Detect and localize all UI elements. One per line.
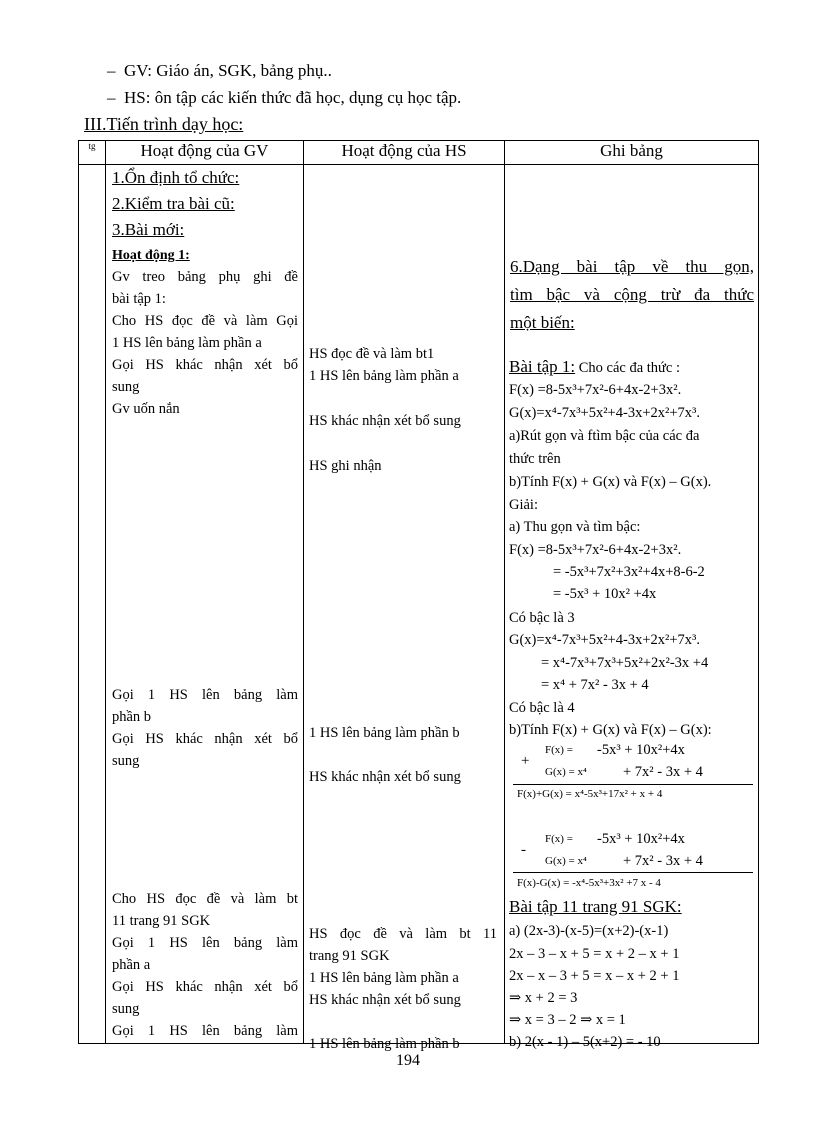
gv-text: bài tập 1: [112, 291, 166, 307]
board-line: 2x – 3 – x + 5 = x + 2 – x + 1 [509, 946, 680, 962]
gv-text: Cho HS đọc đề và làm Gọi [112, 313, 298, 329]
section-title: III.Tiến trình dạy học: [84, 114, 244, 134]
header-tg: tg [79, 141, 106, 165]
board-line: = -5x³+7x²+3x²+4x+8-6-2 [553, 564, 705, 580]
plus-sign: + [521, 753, 530, 769]
step-1: 1.Ổn định tổ chức: [112, 168, 240, 187]
board-line: b)Tính F(x) + G(x) và F(x) – G(x): [509, 722, 712, 738]
dif-f-label: F(x) = [545, 833, 573, 845]
gv-text: sung [112, 1001, 140, 1017]
hs-text: HS đọc đề và làm bt1 [309, 346, 435, 362]
exercise-1-line [509, 356, 680, 379]
hs-text: HS khác nhận xét bổ sung [309, 413, 461, 429]
hs-text: trang 91 SGK [309, 948, 390, 964]
board-line: thức trên [509, 451, 561, 467]
gv-cell [106, 165, 304, 1044]
sum-result-text: F(x)+G(x) = x⁴-5x³+17x² + x + 4 [517, 788, 663, 800]
gv-text: 11 trang 91 SGK [112, 913, 211, 929]
lesson-table [78, 140, 759, 1052]
gv-text: Gọi 1 HS lên bảng làm [112, 1023, 298, 1039]
hs-text: HS đọc đề và làm bt 11 [309, 926, 497, 942]
dash-bullet: – [107, 61, 124, 80]
header-board: Ghi bảng [505, 141, 759, 165]
hs-text: 1 HS lên bảng làm phần b [309, 725, 460, 741]
board-heading [510, 253, 754, 337]
page-number: 194 [396, 1052, 420, 1069]
tg-cell [79, 165, 106, 1044]
board-line: a) Thu gọn và tìm bậc: [509, 519, 641, 535]
gv-text: Gv treo bảng phụ ghi đề [112, 269, 298, 285]
board-line: Giải: [509, 497, 538, 513]
exercise-1-title: Bài tập 1: [509, 357, 576, 376]
dash-bullet: – [107, 88, 124, 107]
board-line: a) (2x-3)-(x-5)=(x+2)-(x-1) [509, 923, 669, 939]
dif-result [517, 872, 661, 894]
table-header-row [79, 141, 759, 165]
hs-text: HS ghi nhận [309, 458, 382, 474]
prep-hs-line [107, 88, 461, 108]
board-line: G(x)=x⁴-7x³+5x²+4-3x+2x²+7x³. [509, 632, 700, 648]
board-line: F(x) =8-5x³+7x²-6+4x-2+3x². [509, 382, 682, 398]
gv-text: Gọi HS khác nhận xét bổ [112, 731, 298, 747]
hs-text: HS khác nhận xét bổ sung [309, 769, 461, 785]
hs-text: 1 HS lên bảng làm phần b [309, 1036, 460, 1052]
hs-text: 1 HS lên bảng làm phần a [309, 368, 459, 384]
gv-text: 1 HS lên bảng làm phần a [112, 335, 262, 351]
activity-title: Hoạt động 1: [112, 248, 190, 263]
gv-text: sung [112, 753, 140, 769]
board-line: b) 2(x - 1) – 5(x+2) = - 10 [509, 1034, 661, 1050]
gv-text: Gọi 1 HS lên bảng làm [112, 687, 298, 703]
sum-f-value: -5x³ + 10x²+4x [597, 742, 685, 758]
dif-result-text: F(x)-G(x) = -x⁴-5x³+3x² +7 x - 4 [517, 877, 661, 889]
step-3: 3.Bài mới: [112, 220, 185, 239]
gv-text: Gv uốn nắn [112, 401, 180, 417]
table-body-row [79, 165, 759, 1044]
board-heading-line: tìm bậc và cộng trừ đa thức [510, 285, 754, 304]
board-line: a)Rút gọn và ftìm bậc của các đa [509, 428, 700, 444]
board-line: G(x)=x⁴-7x³+5x²+4-3x+2x²+7x³. [509, 405, 700, 421]
sum-g-label: G(x) = x⁴ [545, 766, 587, 778]
gv-text: phần b [112, 709, 152, 725]
gv-text: Gọi HS khác nhận xét bổ [112, 979, 298, 995]
prep-gv-line [107, 61, 332, 81]
board-line: ⇒ x + 2 = 3 [509, 990, 578, 1006]
board-line: b)Tính F(x) + G(x) và F(x) – G(x). [509, 474, 712, 490]
board-line: = x⁴ + 7x² - 3x + 4 [541, 677, 649, 693]
board-line: 2x – x – 3 + 5 = x – x + 2 + 1 [509, 968, 680, 984]
step-2: 2.Kiểm tra bài cũ: [112, 194, 235, 213]
sum-result [517, 783, 662, 805]
dif-f-value: -5x³ + 10x²+4x [597, 831, 685, 847]
board-line: = -5x³ + 10x² +4x [553, 586, 657, 602]
dif-g-value: + 7x² - 3x + 4 [623, 853, 703, 869]
hs-text: HS khác nhận xét bổ sung [309, 992, 461, 1008]
minus-sign: - [521, 842, 526, 858]
board-heading-line: 6.Dạng bài tập về thu gọn, [510, 257, 754, 276]
board-line: Có bậc là 4 [509, 700, 575, 716]
exercise-1-intro: Cho các đa thức : [575, 360, 681, 376]
gv-text: sung [112, 379, 140, 395]
board-cell [505, 165, 759, 1050]
prep-gv: GV: Giáo án, SGK, bảng phụ.. [124, 61, 332, 80]
gv-text: Cho HS đọc đề và làm bt [112, 891, 298, 907]
board-line: F(x) =8-5x³+7x²-6+4x-2+3x². [509, 542, 682, 558]
sum-f-label: F(x) = [545, 744, 573, 756]
hs-text: 1 HS lên bảng làm phần a [309, 970, 459, 986]
board-line: Có bậc là 3 [509, 610, 575, 626]
board-line: = x⁴-7x³+7x³+5x²+2x²-3x +4 [541, 655, 709, 671]
gv-text: Gọi HS khác nhận xét bổ [112, 357, 298, 373]
header-hs: Hoạt động của HS [304, 141, 505, 165]
gv-text: phần a [112, 957, 151, 973]
prep-hs: HS: ôn tập các kiến thức đã học, dụng cụ học tập. [124, 88, 462, 107]
hs-cell [304, 165, 505, 1052]
board-line: ⇒ x = 3 – 2 ⇒ x = 1 [509, 1012, 626, 1028]
gv-text: Gọi 1 HS lên bảng làm [112, 935, 298, 951]
board-heading-line: một biến: [510, 313, 575, 332]
header-gv: Hoạt động của GV [106, 141, 304, 165]
dif-g-label: G(x) = x⁴ [545, 855, 587, 867]
exercise-11-title: Bài tập 11 trang 91 SGK: [509, 897, 682, 916]
sum-g-value: + 7x² - 3x + 4 [623, 764, 703, 780]
